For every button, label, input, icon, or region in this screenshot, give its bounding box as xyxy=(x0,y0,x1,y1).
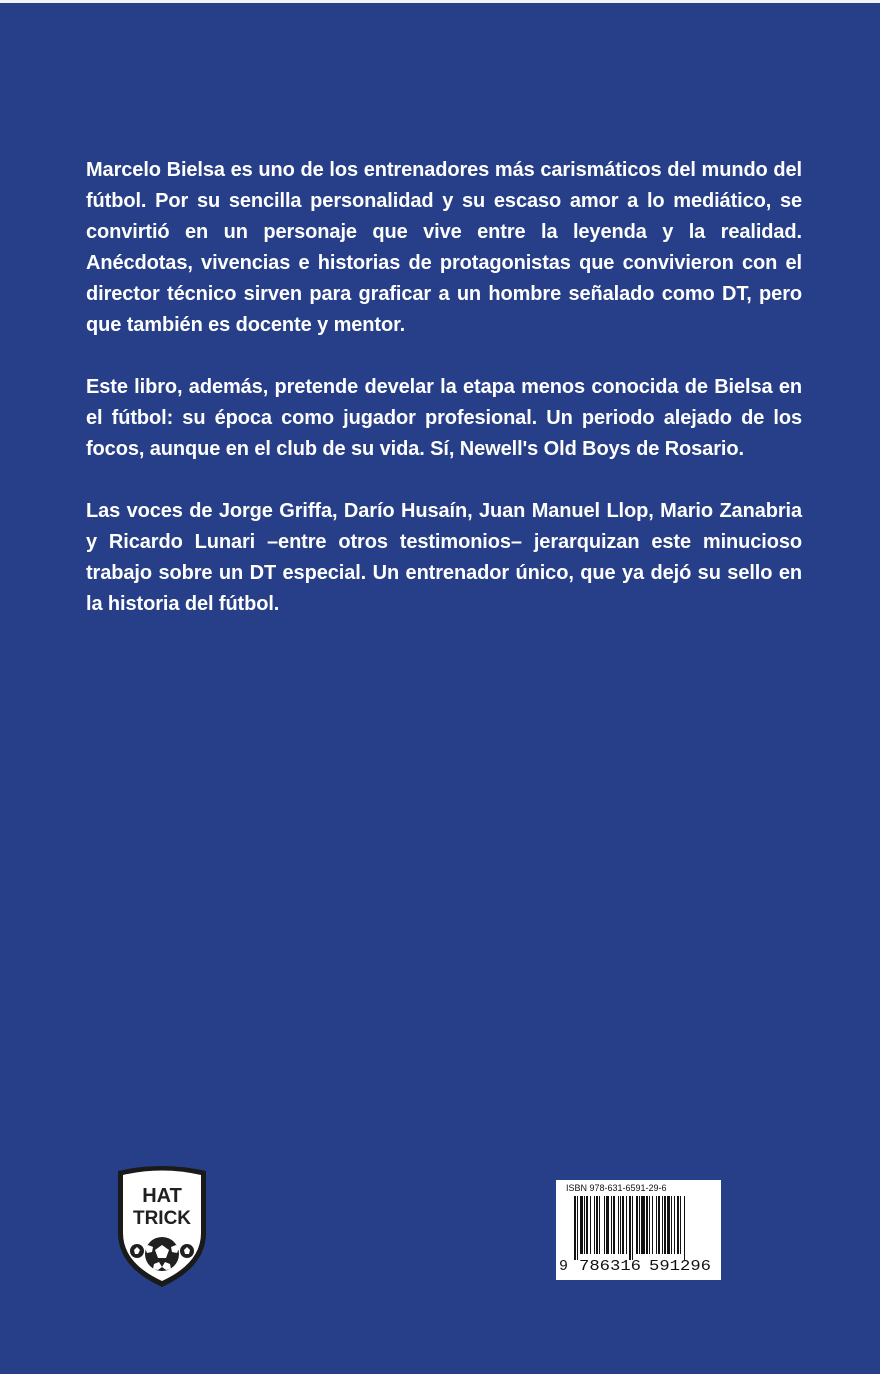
barcode-bar xyxy=(620,1196,621,1254)
barcode-digits-right: 591296 xyxy=(649,1258,711,1275)
back-cover xyxy=(0,3,880,1374)
logo-line-1: HAT xyxy=(142,1185,182,1207)
barcode-bar xyxy=(664,1196,666,1254)
blurb-text xyxy=(86,155,802,620)
barcode-bar xyxy=(596,1196,598,1254)
barcode-bars xyxy=(556,1180,721,1280)
hat-trick-shield xyxy=(108,1163,216,1289)
barcode-bar xyxy=(641,1196,645,1254)
barcode-bar xyxy=(594,1196,595,1254)
barcode-bar xyxy=(590,1196,591,1254)
barcode-digits-left: 786316 xyxy=(579,1258,641,1275)
blurb-paragraph-3: Las voces de Jorge Griffa, Darío Husaín, Juan Manuel Llop, Mario Zanabria y Ricardo Lunari –entre otros testimonios– jerarquizan este minucioso trabajo sobre un DT especial. Un entrenador único, que ya dejó su sello en la historia del fútbol. xyxy=(86,500,802,615)
barcode-bar xyxy=(649,1196,650,1254)
barcode-bar xyxy=(636,1196,638,1254)
barcode-bar xyxy=(618,1196,619,1254)
barcode-bar xyxy=(667,1196,670,1254)
isbn-number: ISBN 978-631-6591-29-6 xyxy=(566,1183,667,1193)
barcode-bar xyxy=(656,1196,657,1254)
barcode-bar xyxy=(622,1196,624,1254)
barcode-bar xyxy=(606,1196,609,1254)
barcode-bar xyxy=(684,1196,685,1260)
barcode-bar xyxy=(574,1196,576,1260)
barcode-digit-first: 9 xyxy=(559,1258,569,1275)
barcode-bar xyxy=(632,1196,633,1260)
barcode-bar xyxy=(674,1196,675,1254)
barcode-bar xyxy=(658,1196,660,1254)
blurb-paragraph-2: Este libro, además, pretende develar la etapa menos conocida de Bielsa en el fútbol: su época como jugador profesional. Un periodo alejado de los focos, aunque en el club de su vida. Sí, Newell's Old Boys de Rosario. xyxy=(86,376,802,460)
barcode-bar xyxy=(586,1196,588,1254)
barcode-bar xyxy=(629,1196,631,1260)
isbn-barcode xyxy=(556,1180,721,1280)
logo-line-2: TRICK xyxy=(132,1208,192,1229)
barcode-bar xyxy=(652,1196,653,1254)
hat-trick-logo xyxy=(108,1163,216,1289)
barcode-bar xyxy=(671,1196,672,1254)
barcode-bar xyxy=(639,1196,640,1254)
barcode-bar xyxy=(611,1196,612,1254)
barcode-bar xyxy=(599,1196,600,1254)
barcode-bar xyxy=(613,1196,615,1254)
barcode-bar xyxy=(626,1196,627,1254)
barcode-bar xyxy=(662,1196,663,1254)
barcode-bar xyxy=(646,1196,648,1254)
blurb-paragraph-1: Marcelo Bielsa es uno de los entrenadores más carismáticos del mundo del fútbol. Por su sencilla personalidad y su escaso amor a lo mediático, se convirtió en un personaje que vive entre la leyenda y la realidad. Anécdotas, vivencias e historias de protagonistas que convivieron con el director técnico sirven para graficar a un hombre señalado como DT, pero que también es docente y mentor. xyxy=(86,159,802,336)
barcode-bar xyxy=(604,1196,605,1254)
barcode-bar xyxy=(580,1196,583,1254)
barcode-bar xyxy=(680,1196,681,1254)
barcode-bar xyxy=(677,1196,679,1254)
barcode-bar xyxy=(577,1196,578,1260)
barcode-bar xyxy=(584,1196,585,1254)
